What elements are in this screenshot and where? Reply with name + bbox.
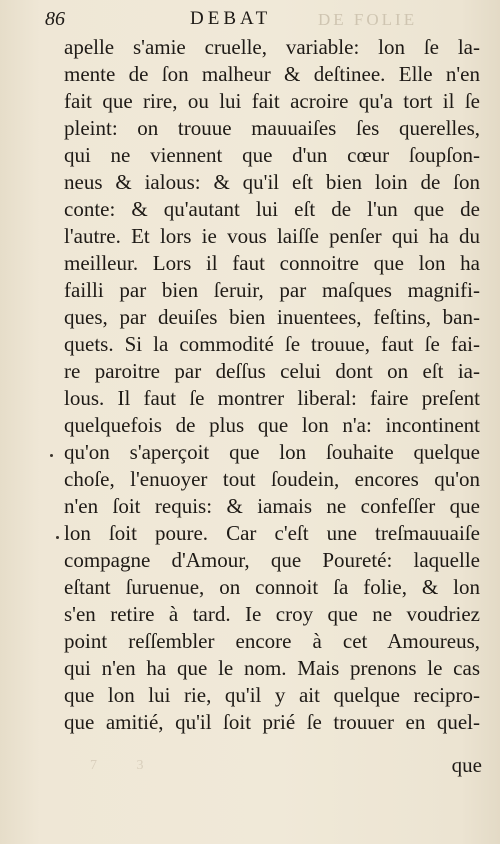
text-line: neus & ialous: & qu'il eſt bien loin de ſon — [64, 170, 480, 194]
text-line: compagne d'Amour, que Poureté: laquelle — [64, 548, 480, 572]
text-line: apelle s'amie cruelle, variable: lon ſe la- — [64, 35, 480, 59]
text-line: lous. Il faut ſe montrer liberal: faire preſent — [64, 386, 480, 410]
text-line: n'en ſoit requis: & iamais ne confeſſer que — [64, 494, 480, 518]
page-header — [0, 6, 500, 36]
ink-speck — [50, 454, 53, 457]
text-line: l'autre. Et lors ie vous laiſſe penſer qui ha du — [64, 224, 480, 248]
catchword: que — [451, 753, 482, 777]
text-line: ques, par deuiſes bien inuentees, feſtins, ban- — [64, 305, 480, 329]
text-line: meilleur. Lors il faut connoitre que lon ha — [64, 251, 480, 275]
text-line: fait que rire, ou lui fait acroire qu'a tort il ſe — [64, 89, 480, 113]
text-line: qu'on s'aperçoit que lon ſouhaite quelque — [64, 440, 480, 464]
ink-speck — [56, 536, 59, 539]
bleed-through-ghost: 7 3 — [90, 758, 162, 773]
bleed-through-text: DE FOLIE — [318, 10, 418, 29]
text-line: mente de ſon malheur & deſtinee. Elle n'en — [64, 62, 480, 86]
text-line: que amitié, qu'il ſoit prié ſe trouuer en quel- — [64, 710, 480, 734]
text-line: conte: & qu'autant lui eſt de l'un que de — [64, 197, 480, 221]
text-line: qui n'en ha que le nom. Mais prenons le cas — [64, 656, 480, 680]
text-line: eſtant ſuruenue, on connoit ſa folie, & lon — [64, 575, 480, 599]
text-line: failli par bien ſeruir, par maſques magnifi- — [64, 278, 480, 302]
text-line: pleint: on trouue mauuaiſes ſes querelles, — [64, 116, 480, 140]
text-line: re paroitre par deſſus celui dont on eſt ia- — [64, 359, 480, 383]
text-line: lon ſoit poure. Car c'eſt une treſmauuaiſe — [64, 521, 480, 545]
page-number: 86 — [45, 8, 65, 30]
text-line: s'en retire à tard. Ie croy que ne voudriez — [64, 602, 480, 626]
text-line: que lon lui rie, qu'il y ait quelque recipro- — [64, 683, 480, 707]
text-line: choſe, l'enuoyer tout ſoudein, encores qu'on — [64, 467, 480, 491]
running-head: DEBAT — [190, 8, 272, 29]
text-line: quelquefois de plus que lon n'a: incontinent — [64, 413, 480, 437]
text-line: qui ne viennent que d'un cœur ſoupſon- — [64, 143, 480, 167]
text-line: point reſſembler encore à cet Amoureus, — [64, 629, 480, 653]
text-line: quets. Si la commodité ſe trouue, faut ſe fai- — [64, 332, 480, 356]
